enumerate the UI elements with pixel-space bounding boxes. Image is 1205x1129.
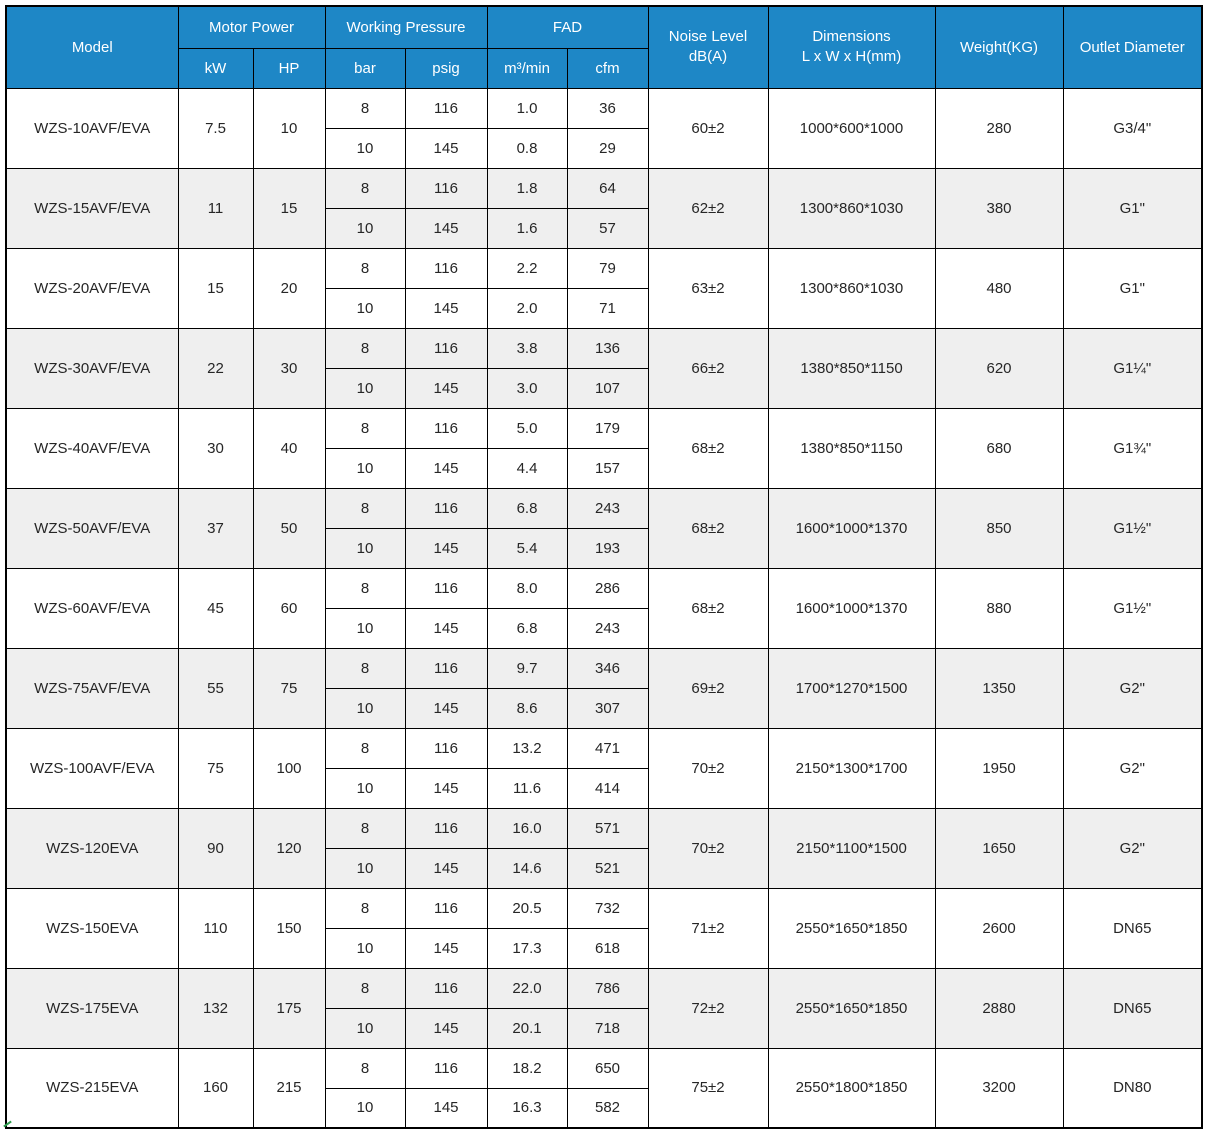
pressure-bar-cell: 10: [325, 448, 405, 488]
header-noise-level-line1: Noise Level: [668, 28, 748, 45]
dimensions-cell: 1600*1000*1370: [768, 568, 935, 648]
pressure-psig-cell: 145: [405, 288, 487, 328]
header-cfm: cfm: [567, 48, 648, 88]
noise-level-cell: 69±2: [648, 648, 768, 728]
fad-cfm-cell: 107: [567, 368, 648, 408]
motor-hp-cell: 40: [253, 408, 325, 488]
model-row: [6, 728, 1202, 768]
pressure-psig-cell: 145: [405, 848, 487, 888]
dimensions-cell: 2550*1650*1850: [768, 968, 935, 1048]
noise-level-cell: 71±2: [648, 888, 768, 968]
header-psig: psig: [405, 48, 487, 88]
motor-kw-cell: 30: [178, 408, 253, 488]
fad-m3min-cell: 2.2: [487, 248, 567, 288]
model-row: [6, 248, 1202, 288]
fad-cfm-cell: 79: [567, 248, 648, 288]
header-dimensions-line1: Dimensions: [812, 28, 891, 45]
dimensions-cell: 1000*600*1000: [768, 88, 935, 168]
spec-table: [5, 5, 1203, 1129]
fad-m3min-cell: 14.6: [487, 848, 567, 888]
pressure-bar-cell: 8: [325, 888, 405, 928]
fad-m3min-cell: 1.0: [487, 88, 567, 128]
model-cell: WZS-60AVF/EVA: [6, 568, 178, 648]
model-cell: WZS-50AVF/EVA: [6, 488, 178, 568]
fad-cfm-cell: 29: [567, 128, 648, 168]
fad-cfm-cell: 732: [567, 888, 648, 928]
weight-cell: 1950: [935, 728, 1063, 808]
model-row: [6, 808, 1202, 848]
weight-cell: 2600: [935, 888, 1063, 968]
outlet-diameter-cell: G1¼": [1063, 328, 1202, 408]
dimensions-cell: 1700*1270*1500: [768, 648, 935, 728]
fad-cfm-cell: 193: [567, 528, 648, 568]
fad-m3min-cell: 5.0: [487, 408, 567, 448]
motor-hp-cell: 60: [253, 568, 325, 648]
pressure-psig-cell: 145: [405, 1008, 487, 1048]
model-cell: WZS-150EVA: [6, 888, 178, 968]
pressure-psig-cell: 145: [405, 608, 487, 648]
noise-level-cell: 75±2: [648, 1048, 768, 1128]
pressure-psig-cell: 116: [405, 808, 487, 848]
noise-level-cell: 60±2: [648, 88, 768, 168]
fad-m3min-cell: 5.4: [487, 528, 567, 568]
fad-cfm-cell: 64: [567, 168, 648, 208]
fad-cfm-cell: 618: [567, 928, 648, 968]
dimensions-cell: 2550*1800*1850: [768, 1048, 935, 1128]
fad-m3min-cell: 8.6: [487, 688, 567, 728]
pressure-bar-cell: 10: [325, 368, 405, 408]
pressure-bar-cell: 8: [325, 808, 405, 848]
header-kw: kW: [178, 48, 253, 88]
motor-hp-cell: 20: [253, 248, 325, 328]
noise-level-cell: 70±2: [648, 728, 768, 808]
model-cell: WZS-10AVF/EVA: [6, 88, 178, 168]
model-row: [6, 328, 1202, 368]
dimensions-cell: 1380*850*1150: [768, 408, 935, 488]
pressure-psig-cell: 145: [405, 528, 487, 568]
header-motor-power: Motor Power: [178, 6, 325, 48]
pressure-psig-cell: 116: [405, 728, 487, 768]
spec-table-body: [6, 88, 1202, 1128]
noise-level-cell: 72±2: [648, 968, 768, 1048]
fad-cfm-cell: 786: [567, 968, 648, 1008]
header-noise-level-line2: dB(A): [688, 48, 728, 66]
fad-m3min-cell: 18.2: [487, 1048, 567, 1088]
fad-cfm-cell: 136: [567, 328, 648, 368]
motor-hp-cell: 30: [253, 328, 325, 408]
pressure-psig-cell: 145: [405, 128, 487, 168]
fad-cfm-cell: 582: [567, 1088, 648, 1128]
pressure-bar-cell: 8: [325, 648, 405, 688]
motor-hp-cell: 175: [253, 968, 325, 1048]
pressure-psig-cell: 116: [405, 968, 487, 1008]
fad-cfm-cell: 286: [567, 568, 648, 608]
fad-cfm-cell: 71: [567, 288, 648, 328]
model-row: [6, 648, 1202, 688]
outlet-diameter-cell: G2": [1063, 648, 1202, 728]
fad-m3min-cell: 0.8: [487, 128, 567, 168]
pressure-psig-cell: 116: [405, 88, 487, 128]
header-m3min: m³/min: [487, 48, 567, 88]
outlet-diameter-cell: G1½": [1063, 568, 1202, 648]
dimensions-cell: 2550*1650*1850: [768, 888, 935, 968]
weight-cell: 680: [935, 408, 1063, 488]
model-cell: WZS-30AVF/EVA: [6, 328, 178, 408]
pressure-bar-cell: 8: [325, 968, 405, 1008]
model-cell: WZS-175EVA: [6, 968, 178, 1048]
fad-cfm-cell: 346: [567, 648, 648, 688]
header-dimensions-line2: L x W x H(mm): [801, 48, 902, 66]
fad-cfm-cell: 307: [567, 688, 648, 728]
pressure-bar-cell: 8: [325, 88, 405, 128]
pressure-bar-cell: 10: [325, 768, 405, 808]
outlet-diameter-cell: DN65: [1063, 888, 1202, 968]
pressure-bar-cell: 10: [325, 288, 405, 328]
motor-kw-cell: 11: [178, 168, 253, 248]
fad-m3min-cell: 2.0: [487, 288, 567, 328]
fad-m3min-cell: 16.0: [487, 808, 567, 848]
weight-cell: 3200: [935, 1048, 1063, 1128]
fad-m3min-cell: 4.4: [487, 448, 567, 488]
model-row: [6, 488, 1202, 528]
model-cell: WZS-15AVF/EVA: [6, 168, 178, 248]
model-row: [6, 888, 1202, 928]
fad-m3min-cell: 3.8: [487, 328, 567, 368]
pressure-psig-cell: 116: [405, 568, 487, 608]
header-working-pressure: Working Pressure: [325, 6, 487, 48]
noise-level-cell: 70±2: [648, 808, 768, 888]
outlet-diameter-cell: G1½": [1063, 488, 1202, 568]
header-fad: FAD: [487, 6, 648, 48]
fad-cfm-cell: 650: [567, 1048, 648, 1088]
weight-cell: 380: [935, 168, 1063, 248]
noise-level-cell: 68±2: [648, 488, 768, 568]
model-row: [6, 968, 1202, 1008]
pressure-psig-cell: 145: [405, 768, 487, 808]
pressure-bar-cell: 8: [325, 488, 405, 528]
pressure-psig-cell: 116: [405, 248, 487, 288]
pressure-psig-cell: 116: [405, 168, 487, 208]
motor-hp-cell: 120: [253, 808, 325, 888]
pressure-psig-cell: 116: [405, 408, 487, 448]
fad-cfm-cell: 521: [567, 848, 648, 888]
dimensions-cell: 1380*850*1150: [768, 328, 935, 408]
fad-cfm-cell: 57: [567, 208, 648, 248]
fad-cfm-cell: 179: [567, 408, 648, 448]
header-weight: Weight(KG): [935, 6, 1063, 88]
header-dimensions: [768, 6, 935, 88]
weight-cell: 850: [935, 488, 1063, 568]
outlet-diameter-cell: G2": [1063, 728, 1202, 808]
fad-m3min-cell: 20.5: [487, 888, 567, 928]
header-hp: HP: [253, 48, 325, 88]
noise-level-cell: 68±2: [648, 568, 768, 648]
outlet-diameter-cell: DN80: [1063, 1048, 1202, 1128]
pressure-psig-cell: 145: [405, 448, 487, 488]
motor-kw-cell: 160: [178, 1048, 253, 1128]
model-cell: WZS-100AVF/EVA: [6, 728, 178, 808]
fad-m3min-cell: 1.8: [487, 168, 567, 208]
motor-kw-cell: 55: [178, 648, 253, 728]
motor-hp-cell: 100: [253, 728, 325, 808]
pressure-psig-cell: 145: [405, 368, 487, 408]
fad-cfm-cell: 243: [567, 608, 648, 648]
model-row: [6, 168, 1202, 208]
fad-m3min-cell: 13.2: [487, 728, 567, 768]
outlet-diameter-cell: G1": [1063, 248, 1202, 328]
motor-kw-cell: 110: [178, 888, 253, 968]
dimensions-cell: 1600*1000*1370: [768, 488, 935, 568]
noise-level-cell: 68±2: [648, 408, 768, 488]
model-cell: WZS-40AVF/EVA: [6, 408, 178, 488]
fad-m3min-cell: 17.3: [487, 928, 567, 968]
motor-kw-cell: 7.5: [178, 88, 253, 168]
pressure-bar-cell: 8: [325, 1048, 405, 1088]
motor-kw-cell: 75: [178, 728, 253, 808]
noise-level-cell: 63±2: [648, 248, 768, 328]
outlet-diameter-cell: DN65: [1063, 968, 1202, 1048]
fad-m3min-cell: 8.0: [487, 568, 567, 608]
table-header: [6, 6, 1202, 88]
motor-hp-cell: 150: [253, 888, 325, 968]
fad-m3min-cell: 9.7: [487, 648, 567, 688]
header-noise-level: [648, 6, 768, 88]
fad-m3min-cell: 22.0: [487, 968, 567, 1008]
fad-m3min-cell: 11.6: [487, 768, 567, 808]
pressure-bar-cell: 10: [325, 128, 405, 168]
pressure-bar-cell: 8: [325, 248, 405, 288]
weight-cell: 480: [935, 248, 1063, 328]
weight-cell: 880: [935, 568, 1063, 648]
pressure-bar-cell: 10: [325, 1088, 405, 1128]
pressure-psig-cell: 145: [405, 1088, 487, 1128]
motor-kw-cell: 45: [178, 568, 253, 648]
motor-kw-cell: 37: [178, 488, 253, 568]
pressure-bar-cell: 8: [325, 408, 405, 448]
pressure-psig-cell: 145: [405, 928, 487, 968]
noise-level-cell: 66±2: [648, 328, 768, 408]
fad-cfm-cell: 571: [567, 808, 648, 848]
outlet-diameter-cell: G3/4": [1063, 88, 1202, 168]
pressure-bar-cell: 10: [325, 528, 405, 568]
weight-cell: 280: [935, 88, 1063, 168]
motor-kw-cell: 15: [178, 248, 253, 328]
outlet-diameter-cell: G1¾": [1063, 408, 1202, 488]
pressure-bar-cell: 10: [325, 688, 405, 728]
fad-cfm-cell: 157: [567, 448, 648, 488]
pressure-psig-cell: 145: [405, 208, 487, 248]
header-model: Model: [6, 6, 178, 88]
motor-kw-cell: 132: [178, 968, 253, 1048]
motor-hp-cell: 15: [253, 168, 325, 248]
pressure-psig-cell: 116: [405, 648, 487, 688]
model-cell: WZS-75AVF/EVA: [6, 648, 178, 728]
dimensions-cell: 1300*860*1030: [768, 168, 935, 248]
pressure-bar-cell: 10: [325, 928, 405, 968]
pressure-bar-cell: 10: [325, 848, 405, 888]
model-row: [6, 568, 1202, 608]
model-cell: WZS-215EVA: [6, 1048, 178, 1128]
pressure-psig-cell: 116: [405, 328, 487, 368]
pressure-psig-cell: 116: [405, 1048, 487, 1088]
motor-kw-cell: 22: [178, 328, 253, 408]
model-cell: WZS-120EVA: [6, 808, 178, 888]
header-bar: bar: [325, 48, 405, 88]
noise-level-cell: 62±2: [648, 168, 768, 248]
dimensions-cell: 2150*1300*1700: [768, 728, 935, 808]
fad-cfm-cell: 36: [567, 88, 648, 128]
model-row: [6, 1048, 1202, 1088]
motor-hp-cell: 75: [253, 648, 325, 728]
pressure-bar-cell: 10: [325, 1008, 405, 1048]
weight-cell: 1650: [935, 808, 1063, 888]
header-outlet-diameter: Outlet Diameter: [1063, 6, 1202, 88]
fad-cfm-cell: 471: [567, 728, 648, 768]
motor-hp-cell: 50: [253, 488, 325, 568]
pressure-bar-cell: 8: [325, 328, 405, 368]
fad-cfm-cell: 718: [567, 1008, 648, 1048]
pressure-bar-cell: 10: [325, 208, 405, 248]
fad-m3min-cell: 16.3: [487, 1088, 567, 1128]
pressure-bar-cell: 8: [325, 168, 405, 208]
model-row: [6, 408, 1202, 448]
pressure-bar-cell: 8: [325, 728, 405, 768]
pressure-psig-cell: 116: [405, 888, 487, 928]
weight-cell: 2880: [935, 968, 1063, 1048]
weight-cell: 1350: [935, 648, 1063, 728]
fad-cfm-cell: 243: [567, 488, 648, 528]
motor-hp-cell: 215: [253, 1048, 325, 1128]
fad-m3min-cell: 1.6: [487, 208, 567, 248]
pressure-psig-cell: 145: [405, 688, 487, 728]
motor-hp-cell: 10: [253, 88, 325, 168]
fad-m3min-cell: 3.0: [487, 368, 567, 408]
weight-cell: 620: [935, 328, 1063, 408]
pressure-psig-cell: 116: [405, 488, 487, 528]
fad-m3min-cell: 20.1: [487, 1008, 567, 1048]
outlet-diameter-cell: G1": [1063, 168, 1202, 248]
fad-m3min-cell: 6.8: [487, 488, 567, 528]
pressure-bar-cell: 10: [325, 608, 405, 648]
fad-cfm-cell: 414: [567, 768, 648, 808]
fad-m3min-cell: 6.8: [487, 608, 567, 648]
outlet-diameter-cell: G2": [1063, 808, 1202, 888]
pressure-bar-cell: 8: [325, 568, 405, 608]
model-row: [6, 88, 1202, 128]
dimensions-cell: 2150*1100*1500: [768, 808, 935, 888]
dimensions-cell: 1300*860*1030: [768, 248, 935, 328]
motor-kw-cell: 90: [178, 808, 253, 888]
model-cell: WZS-20AVF/EVA: [6, 248, 178, 328]
